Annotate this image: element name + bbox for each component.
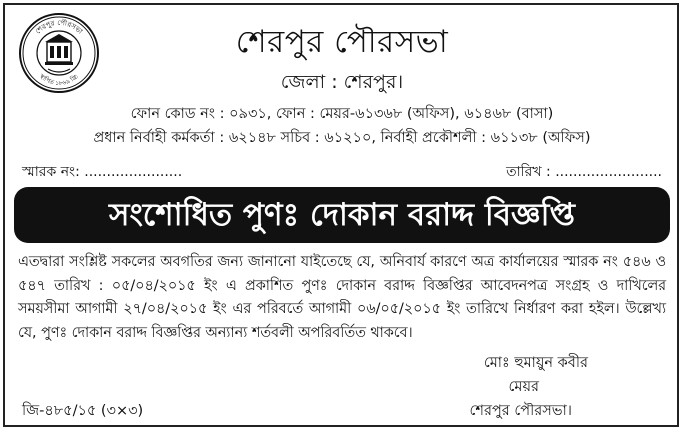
signatory-role: মেয়র [508, 379, 539, 395]
seal-ring-text: শেরপুর পৌরসভা [34, 18, 84, 36]
phone-line: ফোন কোড নং : ০৯৩১, ফোন : মেয়র-৬১৩৬৮ (অফিস), ৬১৪৬৮ (বাসা) [130, 106, 554, 122]
district-line: জেলা : শেরপুর। [280, 71, 404, 93]
municipality-title: শেরপুর পৌরসভা [235, 24, 449, 60]
officers-phone-line: প্রধান নির্বাহী কর্মকর্তা : ৬২১৪৮ সচিব : ৬১২১০, নির্বাহী প্রকৌশলী : ৬১১৩৮ (অফিস) [93, 130, 591, 146]
reference-code: জি-৪৮৫/১৫ (৩×৩) [22, 403, 144, 419]
signatory-name: মোঃ হুমায়ুন কবীর [483, 355, 588, 371]
signatory-office: শেরপুর পৌরসভা। [469, 403, 572, 419]
seal-year-text: স্থাপিত ১৮৬৯ খ্রি: [38, 72, 81, 88]
memo-date: তারিখ : ........................ [506, 164, 662, 180]
memo-number: স্মারক নং: ...................... [22, 164, 183, 180]
notice-banner: সংশোধিত পুণঃ দোকান বরাদ্দ বিজ্ঞপ্তি [14, 187, 670, 243]
notice-body: এতদ্বারা সংশ্লিষ্ট সকলের অবগতির জন্য জানানো যাইতেছে যে, অনিবার্য কারণে অত্র কার্যালয়ের স্মারক নং ৫৪৬ ও ৫৪৭ তারিখ : ০৫/০৪/২০১৫ ইং এ প্রকাশিত পুণঃ দোকান বরাদ্দ বিজ্ঞপ্তির আবেদনপত্র সংগ্রহ ও দাখিলের সময়সীমা আগামী ২৭/০৪/২০১৫ ইং এর পরিবর্তে আগামী ০৬/০৫/২০১৫ ইং তারিখে নির্ধারণ করা হইল। উল্লেখ্য যে, পুণঃ দোকান বরাদ্দ বিজ্ঞপ্তির অন্যান্য শর্তবলী অপরিবর্তিত থাকবে। [18, 254, 666, 341]
